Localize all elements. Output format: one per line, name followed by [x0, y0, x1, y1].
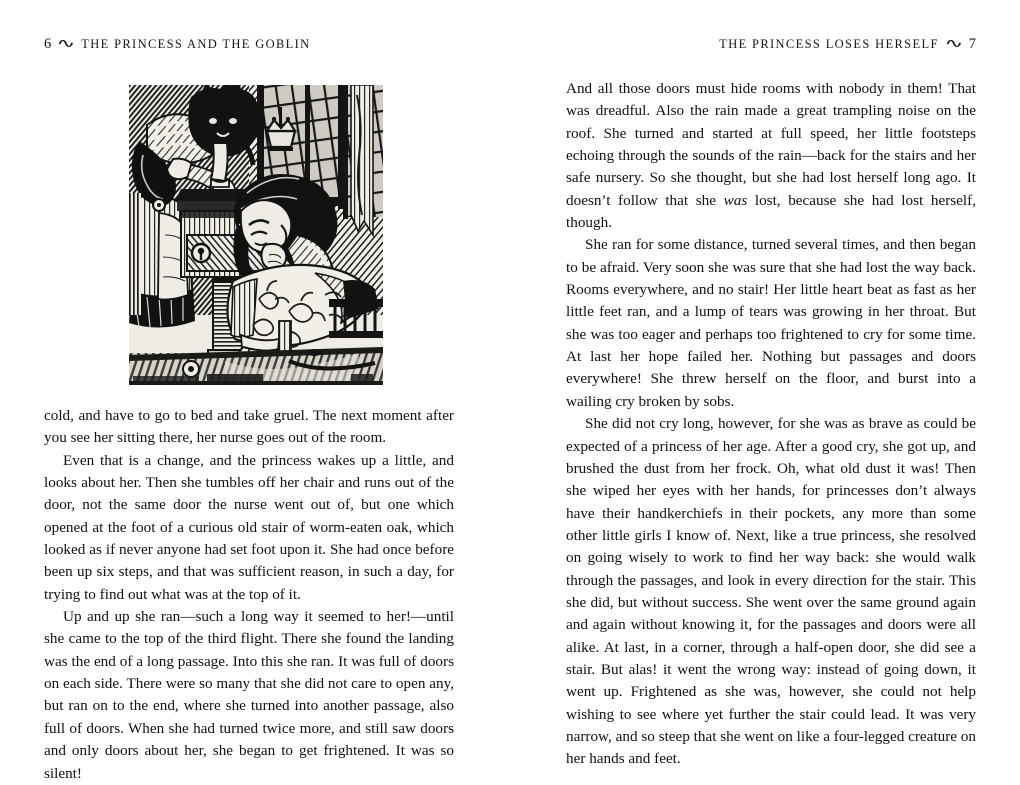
body-text-left [44, 405, 454, 785]
paragraph-text-after: lost, because she had lost herself, though. [566, 191, 976, 232]
ornament-icon-right: ∿ [944, 36, 964, 51]
paragraph [566, 78, 976, 234]
ornament-icon-left: ∿ [56, 36, 76, 51]
paragraph: She did not cry long, however, for she was as brave as could be expected of a princess of her age. After a good cry, she got up, and brushed the dust from her frock. Oh, what old dust it was! Then she wiped her eyes with her hands, for princesses don’t always have their handkerchiefs in their pockets, any more than some other little girls I know of. Next, like a true princess, she resolved on going wisely to work to find her way back: she would walk through the passages, and look in every direction for the stair. This she did, but without success. She went over the same ground again and again without knowing it, for the passages and doors were all alike. At last, in a corner, through a half-open door, she did see a stair. But alas! it went the wrong way: instead of going down, it went up. Frightened as she was, however, she could not help wishing to see where yet further the stair could lead. It was very narrow, and so steep that she went on like a four-legged creature on her hands and feet. [566, 415, 976, 768]
illustration-wood-engraving [129, 85, 383, 385]
running-head-title-right: THE PRINCESS LOSES HERSELF [719, 36, 939, 51]
body-text-right [566, 78, 976, 771]
running-head-left [44, 34, 311, 54]
paragraph: Even that is a change, and the princess wakes up a little, and looks about her. Then she tumbles off her chair and runs out of the door, not the same door the nurse went out of, but one which opened at the foot of a curious old stair of worm-eaten oak, which looked as if never anyone had set foot upon it. She had once before been up six steps, and that was sufficient reason, in such a day, for trying to find out what was at the top of it. [44, 451, 454, 603]
folio-left: 6 [44, 35, 52, 52]
emphasis-was: was [723, 191, 748, 209]
illustration-artwork [129, 85, 383, 385]
running-head-title-left: THE PRINCESS AND THE GOBLIN [81, 36, 311, 51]
paragraph: cold, and have to go to bed and take gruel. The next moment after you see her sitting there, her nurse goes out of the room. [44, 407, 454, 447]
folio-right: 7 [968, 35, 976, 52]
paragraph: Up and up she ran—such a long way it seemed to her!—until she came to the top of the third flight. There she found the landing was the end of a long passage. Into this she ran. It was full of doors on each side. There were so many that she did not care to open any, but ran on to the end, where she turned into another passage, also full of doors. When she had turned twice more, and still saw doors and only doors about her, she began to get frightened. It was so silent! [44, 608, 454, 782]
paragraph: She ran for some distance, turned several times, and then began to be afraid. Very soon she was sure that she had lost the way back. Rooms everywhere, and no stair! Her little heart beat as fast as her little feet ran, and a lump of tears was growing in her throat. But she was too eager and perhaps too frightened to cry for some time. At last her hope failed her. Nothing but passages and doors everywhere! She threw herself on the floor, and burst into a wailing cry broken by sobs. [566, 236, 976, 410]
running-head-right [719, 34, 976, 54]
paragraph-text-before: And all those doors must hide rooms with nobody in them! That was dreadful. Also the rain made a great trampling noise on the roof. She turned and started at full speed, her little footsteps echoing through the sounds of the rain—back for the stairs and her safe nursery. So she thought, but she had lost herself long ago. It doesn’t follow that she [566, 80, 976, 209]
